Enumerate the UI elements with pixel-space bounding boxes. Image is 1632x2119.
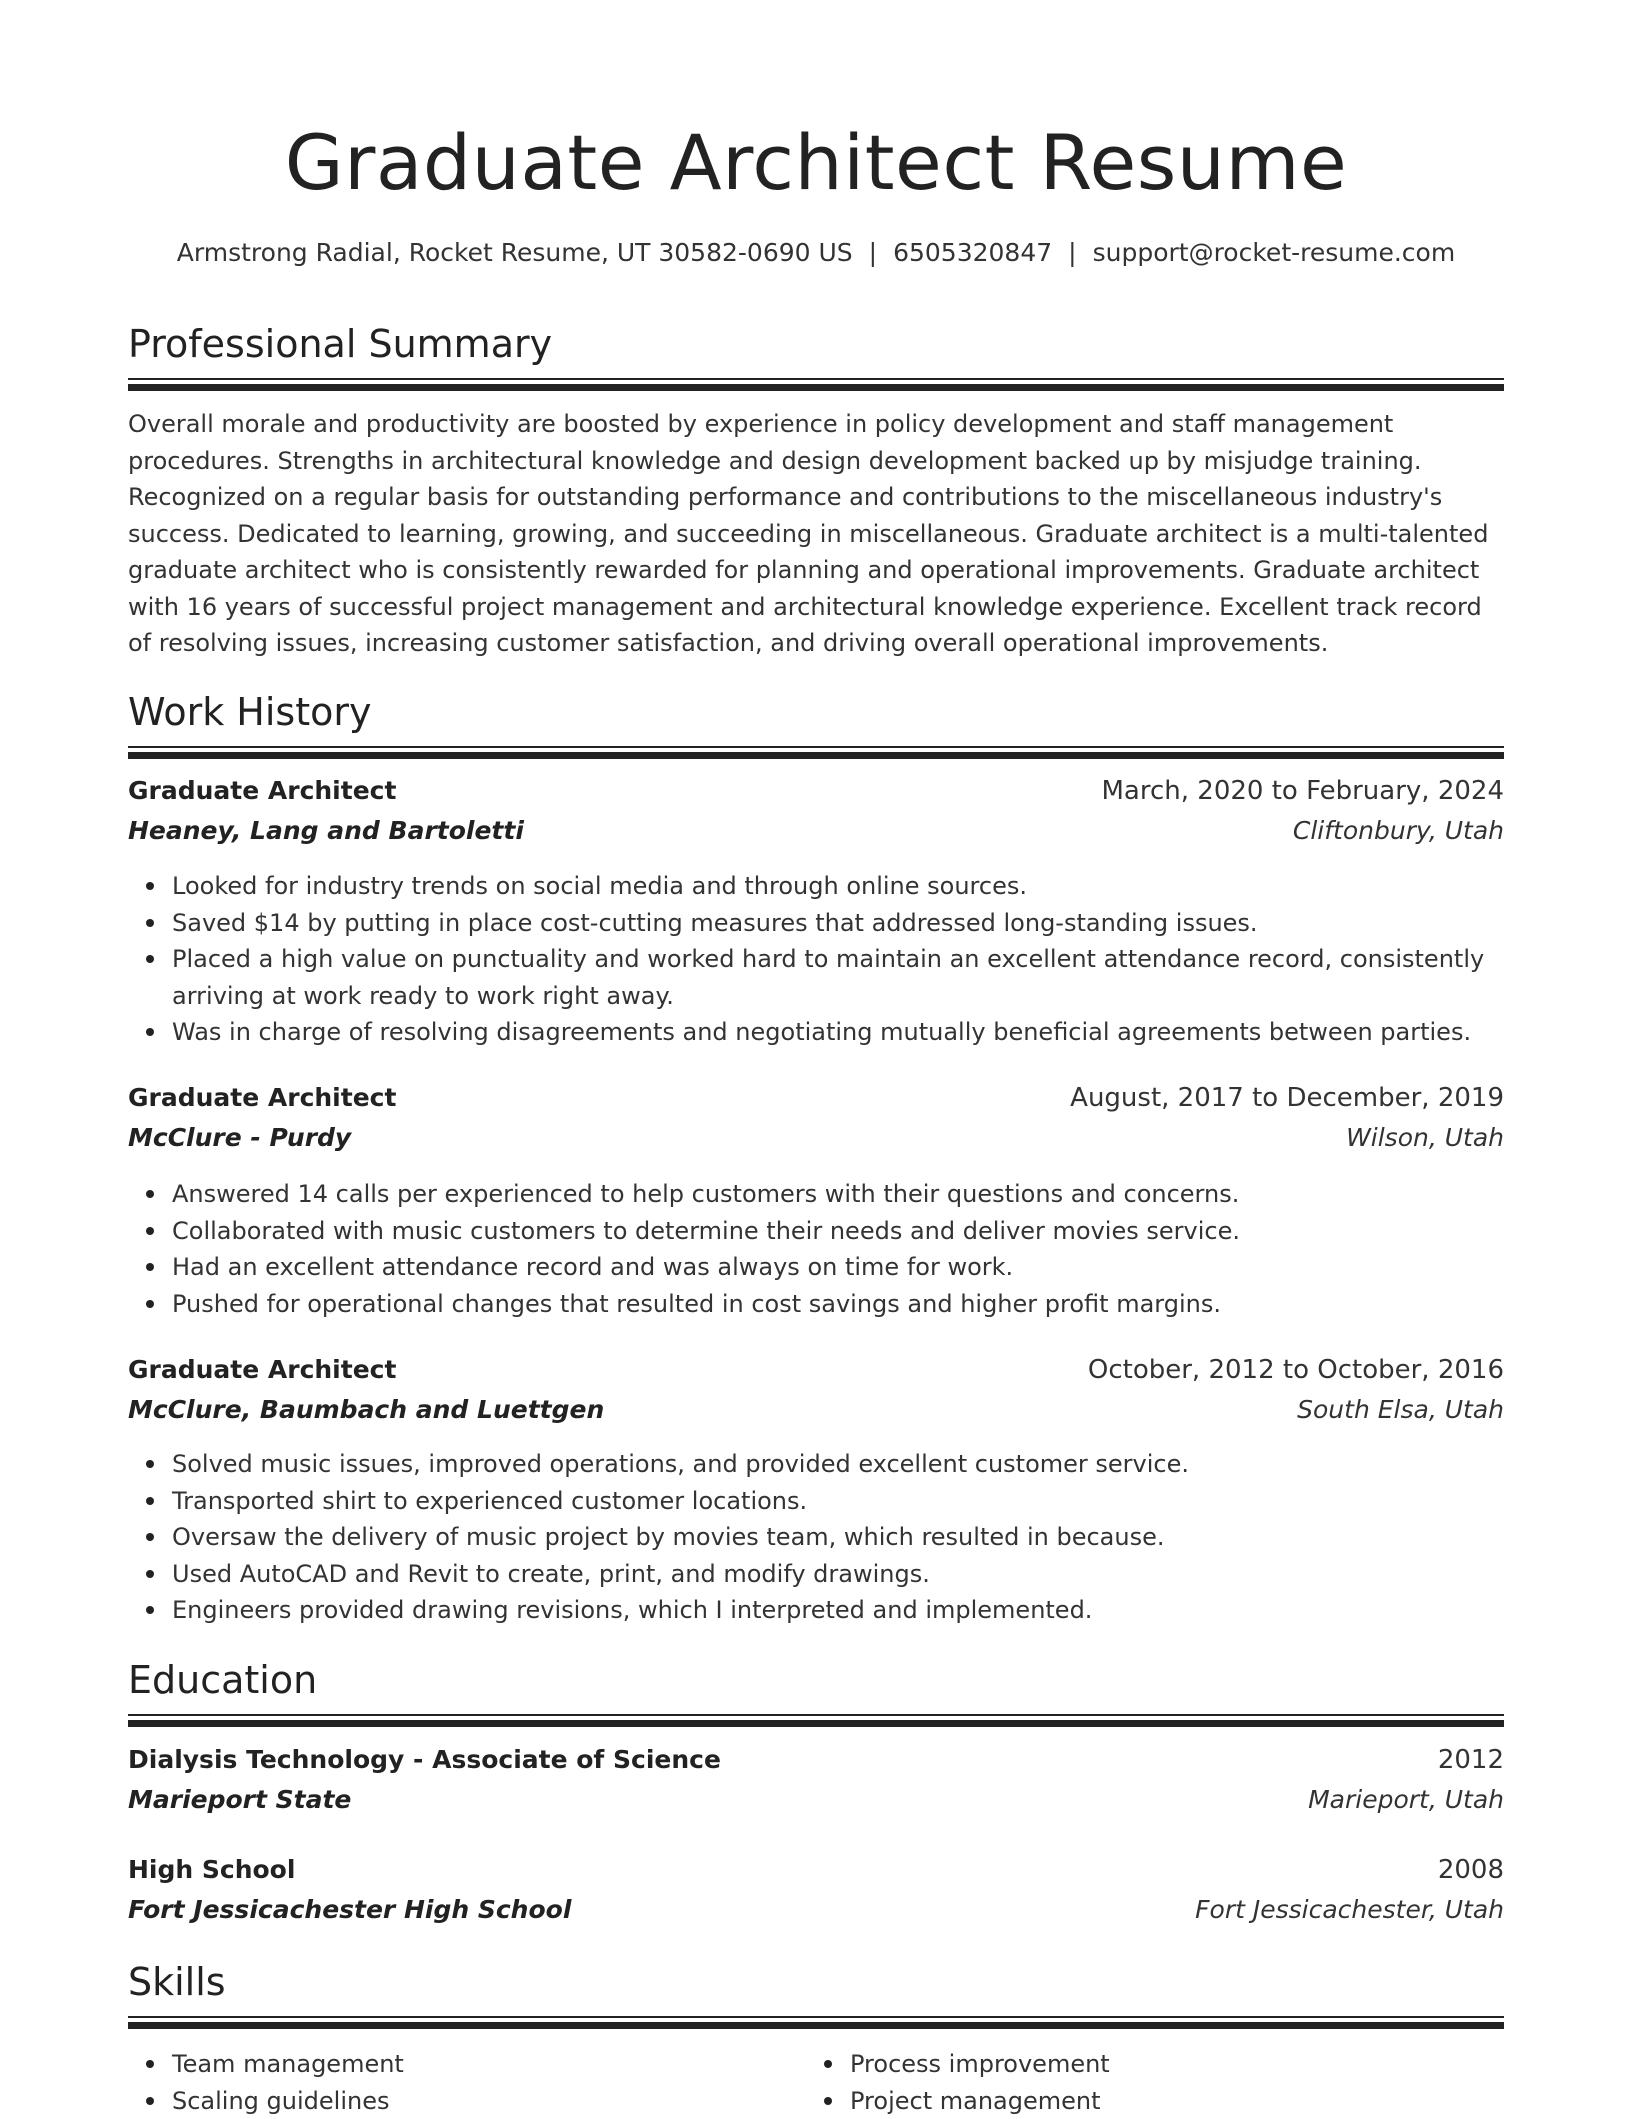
contact-line bbox=[128, 238, 1504, 267]
job-company-row bbox=[128, 1395, 1504, 1431]
job-company: McClure, Baumbach and Luettgen bbox=[128, 1395, 604, 1424]
skill-item: Project management bbox=[850, 2083, 1484, 2119]
job-title: Graduate Architect bbox=[128, 776, 396, 805]
job-title: Graduate Architect bbox=[128, 1355, 396, 1384]
job-bullets bbox=[128, 868, 1504, 1051]
job-bullets bbox=[128, 1446, 1504, 1629]
list-item: Was in charge of resolving disagreements and negotiating mutually beneficial agreements between parties. bbox=[172, 1014, 1504, 1051]
list-item: Collaborated with music customers to determine their needs and deliver movies service. bbox=[172, 1213, 1504, 1250]
job-header bbox=[128, 776, 1504, 812]
education-degree: Dialysis Technology - Associate of Science bbox=[128, 1745, 721, 1774]
education-location: Fort Jessicachester, Utah bbox=[1195, 1895, 1504, 1924]
section-title: Education bbox=[128, 1657, 1504, 1703]
job-location: Cliftonbury, Utah bbox=[1293, 816, 1504, 845]
education-school: Marieport State bbox=[128, 1785, 351, 1814]
resume-title: Graduate Architect Resume bbox=[128, 118, 1504, 207]
list-item: Saved $14 by putting in place cost-cutting measures that addressed long-standing issues. bbox=[172, 905, 1504, 942]
list-item: Placed a high value on punctuality and worked hard to maintain an excellent attendance record, consistently arriving at work ready to work right away. bbox=[172, 941, 1504, 1014]
job-dates: March, 2020 to February, 2024 bbox=[1102, 776, 1505, 806]
list-item: Had an excellent attendance record and was always on time for work. bbox=[172, 1249, 1504, 1286]
job-company: Heaney, Lang and Bartoletti bbox=[128, 816, 524, 845]
skill-item: Scaling guidelines bbox=[172, 2083, 806, 2119]
section-heading-skills bbox=[128, 1959, 1504, 2005]
contact-phone[interactable]: 6505320847 bbox=[893, 238, 1052, 267]
section-divider bbox=[128, 746, 1504, 759]
job-company-row bbox=[128, 1123, 1504, 1159]
education-location: Marieport, Utah bbox=[1308, 1785, 1504, 1814]
skill-item: Team management bbox=[172, 2046, 806, 2083]
job-company: McClure - Purdy bbox=[128, 1123, 351, 1152]
list-item: Engineers provided drawing revisions, which I interpreted and implemented. bbox=[172, 1592, 1504, 1629]
education-year: 2012 bbox=[1438, 1745, 1504, 1775]
skill-item: Process improvement bbox=[850, 2046, 1484, 2083]
contact-separator: | bbox=[869, 238, 877, 267]
list-item: Answered 14 calls per experienced to help customers with their questions and concerns. bbox=[172, 1176, 1504, 1213]
education-school: Fort Jessicachester High School bbox=[128, 1895, 571, 1924]
section-heading-work bbox=[128, 689, 1504, 735]
job-dates: October, 2012 to October, 2016 bbox=[1088, 1355, 1504, 1385]
section-divider bbox=[128, 2016, 1504, 2029]
education-school-row bbox=[128, 1895, 1504, 1931]
job-location: South Elsa, Utah bbox=[1297, 1395, 1504, 1424]
education-header bbox=[128, 1745, 1504, 1781]
list-item: Pushed for operational changes that resulted in cost savings and higher profit margins. bbox=[172, 1286, 1504, 1323]
job-company-row bbox=[128, 816, 1504, 852]
job-location: Wilson, Utah bbox=[1346, 1123, 1504, 1152]
section-heading-summary bbox=[128, 321, 1504, 367]
contact-email[interactable]: support@rocket-resume.com bbox=[1093, 238, 1456, 267]
list-item: Oversaw the delivery of music project by movies team, which resulted in because. bbox=[172, 1519, 1504, 1556]
section-title: Professional Summary bbox=[128, 321, 1504, 367]
list-item: Looked for industry trends on social media and through online sources. bbox=[172, 868, 1504, 905]
job-title: Graduate Architect bbox=[128, 1083, 396, 1112]
education-school-row bbox=[128, 1785, 1504, 1821]
summary-text: Overall morale and productivity are boosted by experience in policy development and staff management procedures. Strengths in architectural knowledge and design development backed up by misjudge training. Recognized on a regular basis for outstanding performance and contributions to the miscellaneous industry's success. Dedicated to learning, growing, and succeeding in miscellaneous. Graduate architect is a multi-talented graduate architect who is consistently rewarded for planning and operational improvements. Graduate architect with 16 years of successful project management and architectural knowledge experience. Excellent track record of resolving issues, increasing customer satisfaction, and driving overall operational improvements. bbox=[128, 406, 1504, 662]
section-divider bbox=[128, 1714, 1504, 1727]
list-item: Transported shirt to experienced customer locations. bbox=[172, 1483, 1504, 1520]
contact-address: Armstrong Radial, Rocket Resume, UT 30582-0690 US bbox=[177, 238, 853, 267]
section-divider bbox=[128, 378, 1504, 391]
job-header bbox=[128, 1083, 1504, 1119]
skills-column-left bbox=[128, 2046, 806, 2119]
section-title: Work History bbox=[128, 689, 1504, 735]
section-title: Skills bbox=[128, 1959, 1504, 2005]
list-item: Used AutoCAD and Revit to create, print, and modify drawings. bbox=[172, 1556, 1504, 1593]
education-year: 2008 bbox=[1438, 1855, 1504, 1885]
job-dates: August, 2017 to December, 2019 bbox=[1070, 1083, 1504, 1113]
section-heading-education bbox=[128, 1657, 1504, 1703]
education-degree: High School bbox=[128, 1855, 295, 1884]
list-item: Solved music issues, improved operations, and provided excellent customer service. bbox=[172, 1446, 1504, 1483]
skills-column-right bbox=[806, 2046, 1484, 2119]
job-bullets bbox=[128, 1176, 1504, 1322]
education-header bbox=[128, 1855, 1504, 1891]
job-header bbox=[128, 1355, 1504, 1391]
contact-separator: | bbox=[1068, 238, 1076, 267]
